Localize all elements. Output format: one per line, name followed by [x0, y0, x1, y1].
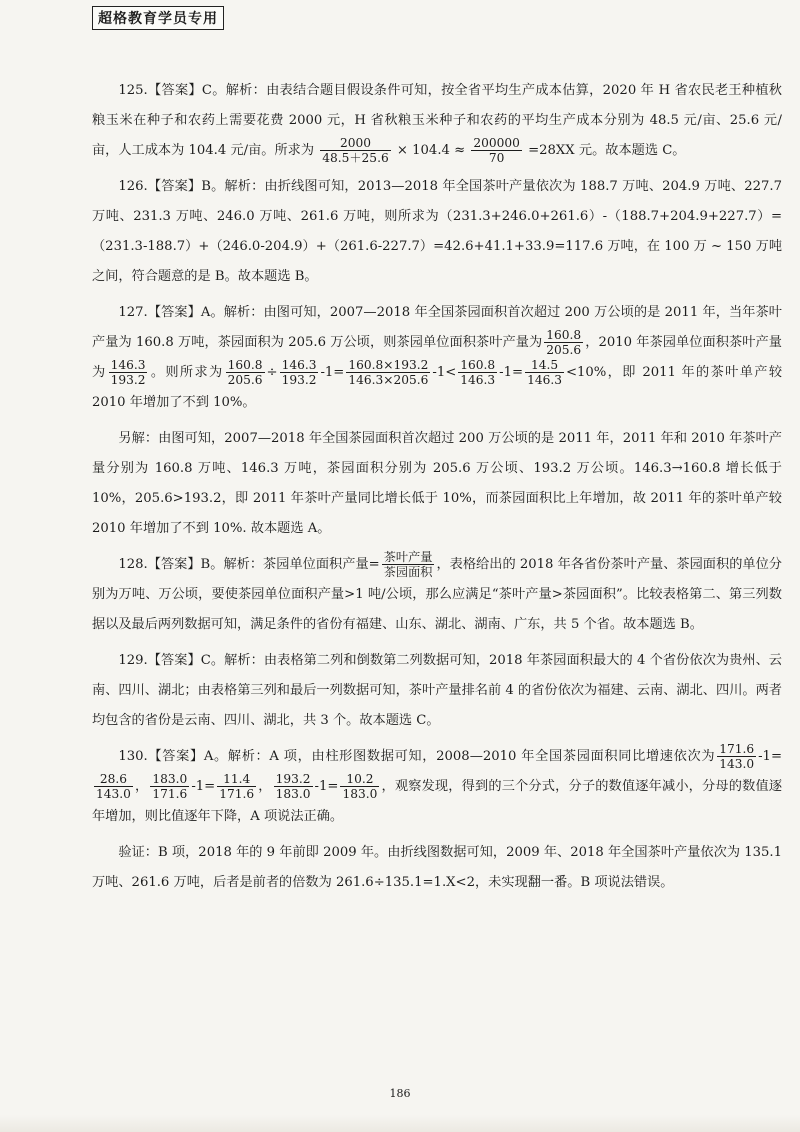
answer-130: 130.【答案】A。解析：A 项，由柱形图数据可知，2008—2010 年全国茶园面积同比增速依次为 $\frac{171.6}{143.0}$ -1= $\frac{28.6}{143.0}$ ， $\frac{183.0}{171.6}$ -1= $\frac{11.4}{171.6}$ ， $\frac{193.2}{183.0}$ -1= $\frac{10.2}{183.0}$ ，观察发现，得到的三个分式，分子的数值逐年减小，分母的数值逐年增加，则比值逐年下降，A 项说法正确。	[92, 742, 783, 824]
alternative-solution: 另解：由图可知，2007—2018 年全国茶园面积首次超过 200 万公顷的是 2011 年，2011 年和 2010 年茶叶产量分别为 160.8 万吨、146.3 万吨，茶园面积分别为 205.6 万公顷、193.2 万公顷。146.3→160.8 增长低于 10%，205.6>193.2，即 2011 年茶叶产量同比增长低于 10%，而茶园面积比上年增加，故 2011 年的茶叶单产较 2010 年增加了不到 10%. 故本题选 A。	[92, 431, 782, 536]
fraction: $\frac{11.4}{171.6}$	[219, 772, 255, 801]
fraction: $\frac{10.2}{183.0}$	[342, 772, 378, 801]
fraction: $\frac{160.8}{205.6}$	[227, 358, 263, 387]
fraction: $\frac{183.0}{171.6}$	[152, 772, 188, 801]
answer-125: 125.【答案】C。解析：由表结合题目假设条件可知，按全省平均生产成本估算，2020 年 H 省农民老王种植秋粮玉米在种子和农药上需要花费 2000 元，H 省秋粮玉米种子和农药的平均生产成本分别为 48.5 元/亩、25.6 元/亩，人工成本为 104.4 元/亩。所求为 $\frac{2000}{48.5+25.6}$ × 104.4 ≈ $\frac{200000}{70}$ =28XX 元。故本题选 C。	[92, 83, 782, 165]
fraction: $\frac{146.3}{193.2}$	[281, 358, 317, 387]
fraction: $\frac{28.6}{143.0}$	[96, 772, 131, 801]
fraction: $\frac{160.8}{205.6}$	[546, 328, 582, 357]
answer-126: 126.【答案】B。解析：由折线图可知，2013—2018 年全国茶叶产量依次为 188.7 万吨、204.9 万吨、227.7 万吨、231.3 万吨、246.0 万吨、261.6 万吨，则所求为（231.3+246.0+261.6）-（188.7+204.9+227.7）=（231.3-188.7）+（246.0-204.9）+（261.6-227.7）=42.6+41.1+33.9=117.6 万吨，在 100 万 ~ 150 万吨之间，符合题意的是 B。故本题选 B。	[92, 179, 783, 284]
fraction: $\frac{171.6}{143.0}$	[719, 742, 755, 771]
fraction: $\frac{2000}{48.5+25.6}$	[322, 136, 389, 165]
fraction: $\frac{146.3}{193.2}$	[110, 358, 146, 387]
answer-128: 128.【答案】B。解析：茶园单位面积产量= $\frac{\text{茶叶产量}}{\text{茶园面积}}$ ，表格给出的 2018 年各省份茶叶产量、茶园面积的单位分别为万吨、万公顷，要使茶园单位面积产量>1 吨/公顷，那么应满足“茶叶产量>茶园面积”。比较表格第二、第三列数据以及最后两列数据可知，满足条件的省份有福建、山东、湖北、湖南、广东，共 5 个省。故本题选 B。	[92, 550, 782, 632]
fraction: $\frac{14.5}{146.3}$	[527, 358, 562, 387]
verification: 验证：B 项，2018 年的 9 年前即 2009 年。由折线图数据可知，2009 年、2018 年全国茶叶产量依次为 135.1 万吨、261.6 万吨，后者是前者的倍数为 261.6÷135.1=1.X<2，未实现翻一番。B 项说法错误。	[92, 845, 782, 890]
answer-129: 129.【答案】C。解析：由表格第二列和倒数第二列数据可知，2018 年茶园面积最大的 4 个省份依次为贵州、云南、四川、湖北；由表格第三列和最后一列数据可知，茶叶产量排名前 4 的省份依次为福建、云南、湖北、四川。两者均包含的省份是云南、四川、湖北，共 3 个。故本题选 C。	[92, 653, 782, 728]
fraction: $\frac{160.8\times 193.2}{146.3\times 205.6}$	[348, 358, 429, 387]
page-number: 186	[389, 1087, 411, 1100]
answer-127: 127.【答案】A。解析：由图可知，2007—2018 年全国茶园面积首次超过 200 万公顷的是 2011 年，当年茶叶产量为 160.8 万吨，茶园面积为 205.6 万公顷，则茶园单位面积茶叶产量为 $\frac{160.8}{205.6}$ ，2010 年茶园单位面积茶叶产量为 $\frac{146.3}{193.2}$ 。则所求为 $\frac{160.8}{205.6}$ ÷ $\frac{146.3}{193.2}$ -1= $\frac{160.8\times 193.2}{146.3\times 205.6}$ -1< $\frac{160.8}{146.3}$ -1= $\frac{14.5}{146.3}$ <10%，即 2011 年的茶叶单产较 2010 年增加了不到 10%。	[92, 305, 783, 410]
header-stamp: 超格教育学员专用	[92, 6, 224, 30]
fraction: $\frac{\text{茶叶产量}}{\text{茶园面积}}$	[383, 550, 433, 579]
page-edge	[0, 1115, 800, 1132]
fraction: $\frac{193.2}{183.0}$	[275, 772, 311, 801]
answer-explanations	[92, 76, 782, 904]
fraction: $\frac{160.8}{146.3}$	[460, 358, 496, 387]
fraction: $\frac{200000}{70}$	[473, 136, 520, 165]
